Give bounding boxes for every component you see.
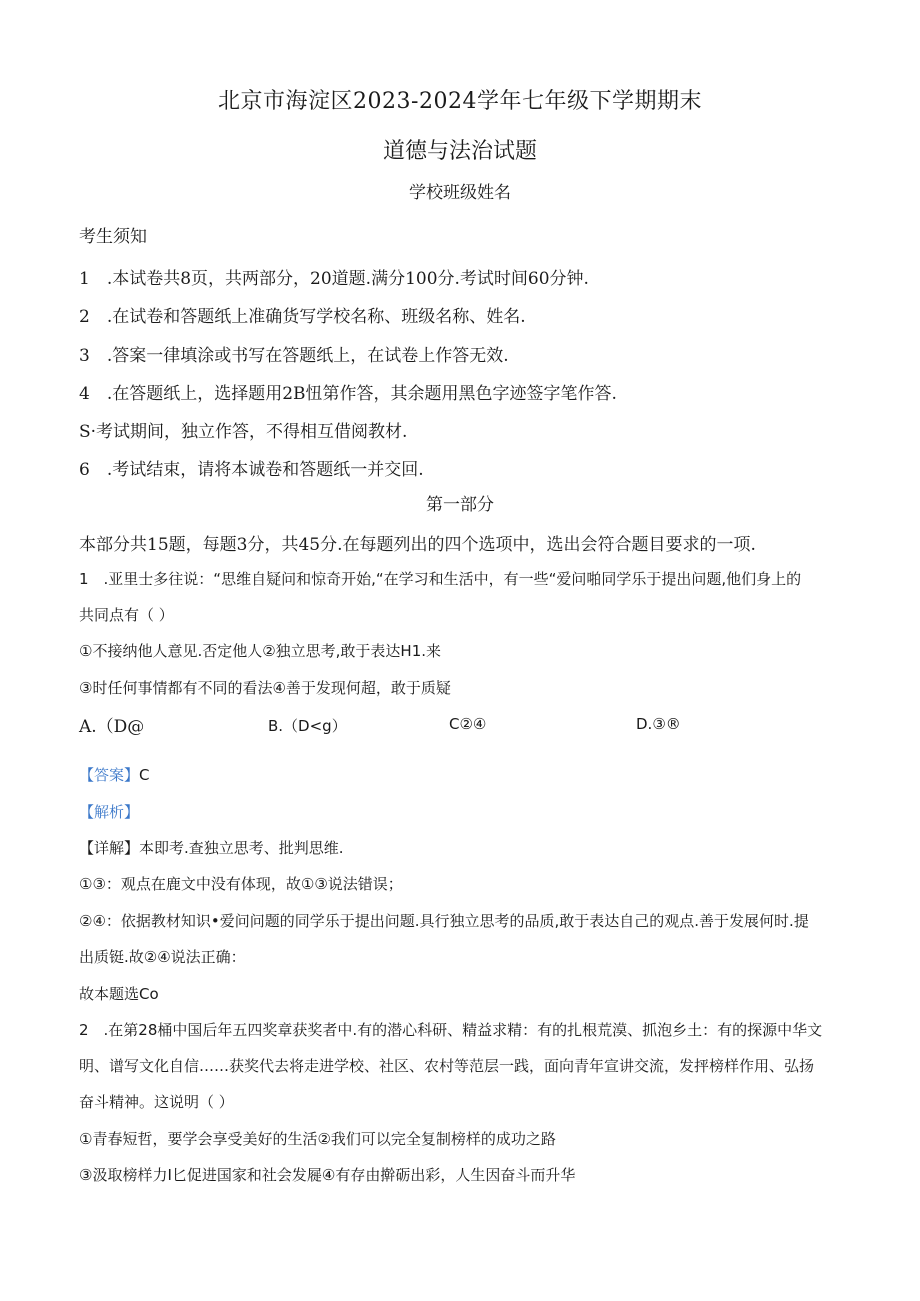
q2-stem-line1: 2 .在第28桶中国后年五四奖章获奖者中.有的潜心科研、精益求精：有的扎根荒漠、抓泡乡土：有的探源中华文 [79,1021,823,1039]
q2-stem-line2: 明、谱写文化自信……获奖代去将走进学校、社区、农村等范层一践，面向青年宣讲交流，发抨榜样作用、弘扬 [79,1057,815,1075]
notice-item-4: 4 .在答题纸上，选择题用2B忸第作答，其余题用黑色字迹签字笔作答. [79,384,617,404]
q1-option-a: A.（D@ [79,717,145,737]
part1-instruction: 本部分共15题，每题3分，共45分.在每题列出的四个选项中，选出会符合题目要求的一项. [79,535,756,555]
answer-label: 【答案】 [79,766,140,784]
q1-analysis-label: 【解析】 [79,803,140,821]
student-info-fields: 学校班级姓名 [409,183,511,203]
q1-stem-line1: 1 .亚里士多往说：“思维自疑问和惊奇开始,“在学习和生活中，有一些“爱问啪同学乐于提出问题,他们身上的 [79,570,802,588]
notice-item-3: 3 .答案一律填涂或书写在答题纸上，在试卷上作答无效. [79,346,509,366]
q1-statement-line1: ①不接纳他人意见.否定他人②独立思考,敢于表达H1.来 [79,642,442,660]
q1-detail-5: 故本题选Co [79,985,159,1003]
q1-answer [79,764,150,785]
notice-heading: 考生须知 [79,227,147,247]
q1-statement-line2: ③时任何事情都有不同的看法④善于发现何超，敢于质疑 [79,679,451,697]
notice-item-5: S·考试期间，独立作答，不得相互借阅教材. [79,422,408,442]
q1-detail-3: ②④：依据教材知识•爱问问题的同学乐于提出问题.具行独立思考的品质,敢于表达自己的观点.善于发展何时.提 [79,912,809,930]
q1-detail-4: 出质铤.故②④说法正确： [79,948,246,966]
q1-option-c: C②④ [449,715,487,733]
answer-value: C [139,766,150,784]
notice-item-2: 2 .在试卷和答题纸上准确货写学校名称、班级名称、姓名. [79,307,526,327]
notice-item-1: 1 .本试卷共8页，共两部分，20道题.满分100分.考试时间60分钟. [79,269,589,289]
q2-stem-line3: 奋斗精神。这说明（ ） [79,1093,234,1111]
q2-statement-line1: ①青春短哲，要学会享受美好的生活②我们可以完全复制榜样的成功之路 [79,1130,556,1148]
q1-detail-1: 【详解】本即考.查独立思考、批判思维. [79,839,344,857]
q1-stem-line2: 共同点有（ ） [79,606,174,624]
q1-option-d: D.③® [636,715,681,733]
notice-item-6: 6 .考试结束，请将本诚卷和答题纸一并交回. [79,460,424,480]
part1-heading: 第一部分 [426,495,494,515]
q2-statement-line2: ③汲取榜样力I匕促进国家和社会发屣④有存由擀砺出彩，人生因奋斗而升华 [79,1166,576,1184]
exam-subject: 道德与法治试题 [382,139,537,164]
exam-title: 北京市海淀区2023-2024学年七年级下学期期末 [218,89,702,114]
q1-detail-2: ①③：观点在鹿文中没有体现，故①③说法错误； [79,875,403,893]
q1-option-b: B.（D<g） [268,717,347,735]
